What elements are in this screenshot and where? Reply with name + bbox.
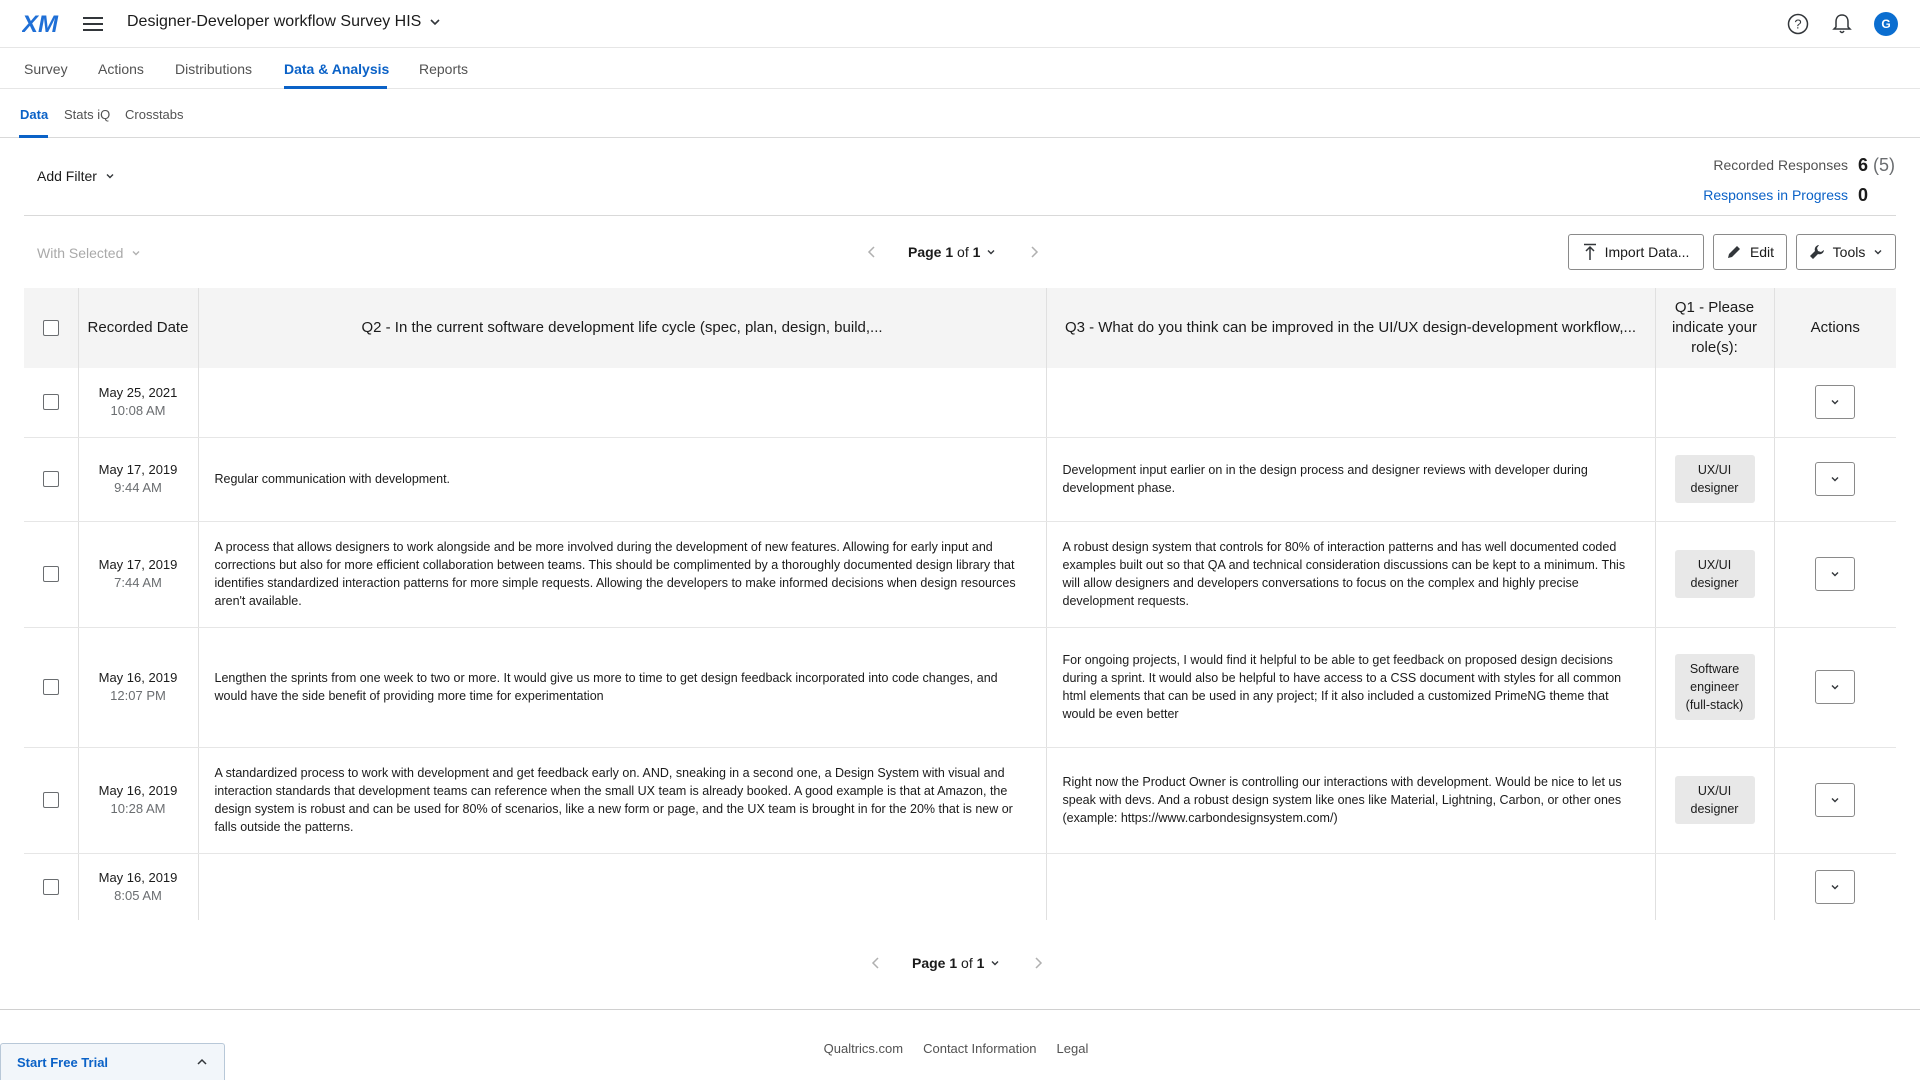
chevron-up-icon — [196, 1056, 208, 1068]
actions-cell — [1774, 521, 1896, 627]
footer-links — [0, 1041, 1920, 1056]
chevron-down-icon — [1830, 682, 1840, 692]
subtab-crosstabs[interactable]: Crosstabs — [125, 107, 184, 122]
row-actions-button[interactable] — [1815, 557, 1855, 591]
upload-icon — [1583, 243, 1597, 261]
role-badge: UX/UI designer — [1675, 550, 1755, 598]
row-checkbox[interactable] — [43, 679, 59, 695]
page-select-chevron-icon[interactable] — [986, 247, 996, 257]
tab-reports[interactable]: Reports — [419, 61, 469, 77]
column-header-q3[interactable]: Q3 - What do you think can be improved in the UI/UX design-development workflow,... — [1046, 288, 1655, 368]
footer-link-qualtrics[interactable]: Qualtrics.com — [823, 1041, 904, 1056]
table-row — [24, 853, 1896, 920]
q2-cell: A process that allows designers to work alongside and be more involved during the development of new features. Allowing for early input and corrections but also for more efficient collaboration between teams. This should be complimented by a thoroughly documented design library that identifies standardized interaction patterns for more simple requests. Allowing the developers to make informed decisions when design resources aren't available. — [198, 521, 1046, 627]
actions-cell — [1774, 437, 1896, 521]
q3-cell: Right now the Product Owner is controlling our interactions with development. Would be nice to let us speak with devs. And a robust design system like ones like Material, Lightning, Carbon, or other ones (example: https://www.carbondesignsystem.com/) — [1046, 747, 1655, 853]
edit-button[interactable] — [1713, 234, 1787, 270]
q3-cell — [1046, 368, 1655, 437]
hamburger-menu-icon[interactable] — [82, 13, 104, 35]
q2-cell — [198, 368, 1046, 437]
recorded-date-cell: May 16, 2019 8:05 AM — [78, 853, 198, 920]
column-header-q2[interactable]: Q2 - In the current software development life cycle (spec, plan, design, build,... — [198, 288, 1046, 368]
footer-divider — [0, 1009, 1920, 1010]
chevron-down-icon — [131, 248, 141, 258]
recorded-date-cell: May 17, 2019 9:44 AM — [78, 437, 198, 521]
chevron-down-icon — [1873, 247, 1883, 257]
add-filter-button[interactable] — [37, 168, 115, 184]
prev-page-icon[interactable] — [866, 953, 886, 973]
responses-in-progress-link[interactable]: Responses in Progress — [1703, 187, 1848, 203]
tools-label: Tools — [1832, 244, 1866, 260]
edit-label: Edit — [1749, 244, 1775, 260]
chevron-down-icon — [1830, 569, 1840, 579]
import-data-button[interactable] — [1568, 234, 1704, 270]
prev-page-icon[interactable] — [862, 242, 882, 262]
with-selected-label: With Selected — [37, 245, 124, 261]
recorded-date-cell: May 16, 2019 12:07 PM — [78, 627, 198, 747]
with-selected-dropdown[interactable] — [37, 245, 141, 261]
next-page-icon[interactable] — [1028, 953, 1048, 973]
start-free-trial-panel[interactable] — [0, 1043, 225, 1080]
chevron-down-icon — [1830, 795, 1840, 805]
start-free-trial-label: Start Free Trial — [17, 1054, 109, 1070]
svg-text:?: ? — [1794, 16, 1802, 32]
actions-cell — [1774, 368, 1896, 437]
subtab-stats-iq[interactable]: Stats iQ — [64, 107, 111, 122]
subtab-data[interactable]: Data — [20, 107, 49, 122]
row-actions-button[interactable] — [1815, 670, 1855, 704]
tab-actions[interactable]: Actions — [98, 61, 144, 77]
chevron-down-icon — [1830, 397, 1840, 407]
row-actions-button[interactable] — [1815, 462, 1855, 496]
pagination-top — [862, 242, 1044, 262]
chevron-down-icon — [1830, 882, 1840, 892]
footer-link-legal[interactable]: Legal — [1056, 1041, 1089, 1056]
q1-cell — [1655, 521, 1774, 627]
svg-text:XM: XM — [22, 11, 58, 38]
row-checkbox[interactable] — [43, 471, 59, 487]
pagination-bottom — [866, 953, 1048, 973]
table-row — [24, 747, 1896, 853]
recorded-responses-count: 6 (5) — [1858, 154, 1896, 175]
tab-data-analysis[interactable]: Data & Analysis — [284, 61, 390, 77]
response-counts — [1703, 150, 1898, 210]
recorded-date-cell: May 25, 2021 10:08 AM — [78, 368, 198, 437]
q2-cell — [198, 853, 1046, 920]
actions-cell — [1774, 627, 1896, 747]
table-row — [24, 521, 1896, 627]
actions-cell — [1774, 747, 1896, 853]
table-row — [24, 627, 1896, 747]
survey-title: Designer-Developer workflow Survey HIS — [127, 13, 422, 30]
recorded-date-cell: May 17, 2019 7:44 AM — [78, 521, 198, 627]
q1-cell — [1655, 627, 1774, 747]
help-icon[interactable] — [1786, 12, 1810, 36]
pencil-icon — [1726, 244, 1742, 260]
row-checkbox[interactable] — [43, 394, 59, 410]
q3-cell — [1046, 853, 1655, 920]
page-select-chevron-icon[interactable] — [990, 958, 1000, 968]
active-tab-indicator — [284, 86, 387, 89]
top-bar — [0, 0, 1920, 48]
import-data-label: Import Data... — [1604, 244, 1690, 260]
row-checkbox[interactable] — [43, 792, 59, 808]
q2-cell: Regular communication with development. — [198, 437, 1046, 521]
q2-cell: Lengthen the sprints from one week to two or more. It would give us more to time to get design feedback incorporated into code changes, and would have the side benefit of providing more time for experimentation — [198, 627, 1046, 747]
chevron-down-icon — [429, 16, 441, 28]
footer-link-contact[interactable]: Contact Information — [923, 1041, 1037, 1056]
add-filter-label: Add Filter — [37, 168, 97, 184]
recorded-responses-label: Recorded Responses — [1713, 157, 1848, 173]
column-header-q1[interactable]: Q1 - Please indicate your role(s): — [1655, 288, 1774, 368]
avatar[interactable]: G — [1874, 12, 1898, 36]
q1-cell — [1655, 437, 1774, 521]
sub-nav — [0, 90, 1920, 138]
xm-logo[interactable] — [22, 10, 62, 38]
column-header-actions: Actions — [1774, 288, 1896, 368]
wrench-icon — [1809, 244, 1825, 260]
row-actions-button[interactable] — [1815, 783, 1855, 817]
q3-cell: A robust design system that controls for 80% of interaction patterns and has well documented coded examples built out so that QA and technical consideration discussions can be kept to a minimum. This will allow designers and developers conversations to focus on the complex and highly precise development requests. — [1046, 521, 1655, 627]
role-badge: UX/UI designer — [1675, 776, 1755, 824]
q1-cell — [1655, 747, 1774, 853]
chevron-down-icon — [105, 171, 115, 181]
next-page-icon[interactable] — [1024, 242, 1044, 262]
responses-table — [24, 288, 1896, 920]
table-row — [24, 437, 1896, 521]
main-nav — [0, 49, 1920, 89]
row-checkbox[interactable] — [43, 566, 59, 582]
select-all-header — [24, 288, 78, 368]
table-header-row — [24, 288, 1896, 368]
page-indicator: Page 1 of 1 — [912, 955, 985, 971]
role-badge: UX/UI designer — [1675, 455, 1755, 503]
tools-button[interactable] — [1796, 234, 1896, 270]
row-actions-button[interactable] — [1815, 385, 1855, 419]
page-indicator: Page 1 of 1 — [908, 244, 981, 260]
q2-cell: A standardized process to work with development and get feedback early on. AND, sneaking in a second one, a Design System with visual and interaction standards that development teams can reference when the small UX team is already booked. A good example is that at Amazon, the design system is robust and can be used for 80% of scenarios, like a new form or page, and the UX team is brought in for the 20% that is new or falls outside the patterns. — [198, 747, 1046, 853]
chevron-down-icon — [1830, 474, 1840, 484]
q1-cell — [1655, 853, 1774, 920]
actions-cell — [1774, 853, 1896, 920]
select-all-checkbox[interactable] — [43, 320, 59, 336]
q3-cell: For ongoing projects, I would find it helpful to be able to get feedback on proposed design decisions during a sprint. It would also be helpful to have access to a CSS document with styles for all common html elements that can be used in any project; If it also included a customized PrimeNG theme that would be even better — [1046, 627, 1655, 747]
row-actions-button[interactable] — [1815, 870, 1855, 904]
q1-cell — [1655, 368, 1774, 437]
q3-cell: Development input earlier on in the design process and designer reviews with developer during development phase. — [1046, 437, 1655, 521]
responses-in-progress-count: 0 — [1858, 184, 1869, 205]
divider — [24, 215, 1896, 216]
tab-survey[interactable]: Survey — [24, 61, 68, 77]
bell-icon[interactable] — [1830, 12, 1854, 36]
column-header-recorded-date[interactable]: Recorded Date — [78, 288, 198, 368]
recorded-date-cell: May 16, 2019 10:28 AM — [78, 747, 198, 853]
survey-title-dropdown[interactable] — [127, 13, 441, 31]
active-subtab-indicator — [19, 135, 48, 138]
table-row — [24, 368, 1896, 437]
tab-distributions[interactable]: Distributions — [175, 61, 253, 77]
row-checkbox[interactable] — [43, 879, 59, 895]
role-badge: Software engineer (full-stack) — [1675, 654, 1755, 720]
